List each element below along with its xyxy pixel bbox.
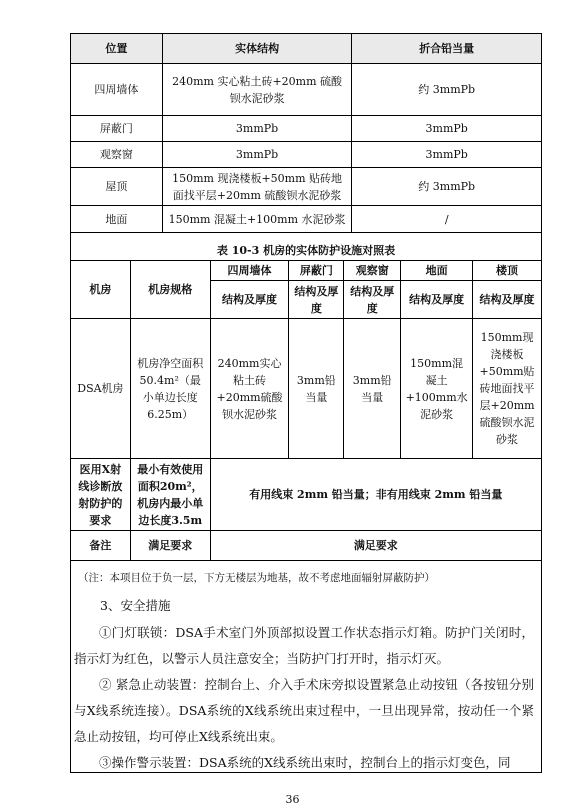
header-window: 观察窗 xyxy=(344,261,401,281)
cell-requirement-spec: 最小有效使用面积20m²，机房内最小单边长度3.5m xyxy=(130,459,210,531)
table-note: （注：本项目位于负一层，下方无楼层为地基，故不考虑地面辐射屏蔽防护） xyxy=(78,572,435,584)
header-room: 机房 xyxy=(71,261,131,319)
header-position: 位置 xyxy=(71,34,163,64)
cell-position: 观察窗 xyxy=(71,142,163,168)
cell-requirement-value: 有用线束 2mm 铅当量；非有用线束 2mm 铅当量 xyxy=(210,459,541,531)
page-number: 36 xyxy=(285,793,300,806)
paragraph-warning-device: ③操作警示装置：DSA系统的X线系统出束时，控制台上的指示灯变色，同 xyxy=(99,755,511,770)
header-structure: 实体结构 xyxy=(162,34,352,64)
room-protection-comparison-table xyxy=(70,260,542,561)
subheader-structure: 结构及厚度 xyxy=(210,281,289,319)
table-row xyxy=(71,531,542,561)
cell-lead-equivalent: 3mmPb xyxy=(352,116,542,142)
table-row xyxy=(71,459,542,531)
table-row xyxy=(71,142,542,168)
cell-structure: 240mm 实心粘土砖+20mm 硫酸钡水泥砂浆 xyxy=(162,64,352,116)
cell-position: 屏蔽门 xyxy=(71,116,163,142)
subheader-structure: 结构及厚度 xyxy=(289,281,344,319)
header-room-spec: 机房规格 xyxy=(130,261,210,319)
cell-requirement-label: 医用X射线诊断放射防护的要求 xyxy=(71,459,131,531)
cell-roof: 150mm现浇楼板+50mm贴砖地面找平层+20mm硫酸钡水泥砂浆 xyxy=(473,319,542,459)
cell-structure: 150mm 混凝土+100mm 水泥砂浆 xyxy=(162,206,352,233)
cell-lead-equivalent: 3mmPb xyxy=(352,142,542,168)
header-wall: 四周墙体 xyxy=(210,261,289,281)
cell-position: 地面 xyxy=(71,206,163,233)
cell-remark-spec: 满足要求 xyxy=(130,531,210,561)
subheader-structure: 结构及厚度 xyxy=(344,281,401,319)
table-row xyxy=(71,116,542,142)
table-row xyxy=(71,319,542,459)
cell-lead-equivalent: / xyxy=(352,206,542,233)
table-row xyxy=(71,168,542,206)
cell-room: DSA机房 xyxy=(71,319,131,459)
cell-door: 3mm铅当量 xyxy=(289,319,344,459)
cell-remark-label: 备注 xyxy=(71,531,131,561)
cell-lead-equivalent: 约 3mmPb xyxy=(352,64,542,116)
cell-floor: 150mm混凝土+100mm水泥砂浆 xyxy=(401,319,473,459)
cell-position: 四周墙体 xyxy=(71,64,163,116)
subheader-structure: 结构及厚度 xyxy=(473,281,542,319)
paragraph-emergency-stop: ② 紧急止动装置：控制台上、介入手术床旁拟设置紧急止动按钮（各按钮分别与X线系统连接）。DSA系统的X线系统出束过程中，一旦出现异常，按动任一个紧急止动按钮，均可停止X线系统出束。 xyxy=(74,677,534,744)
cell-structure: 3mmPb xyxy=(162,116,352,142)
header-floor: 地面 xyxy=(401,261,473,281)
cell-room-spec: 机房净空面积50.4m²（最小单边长度6.25m） xyxy=(130,319,210,459)
header-roof: 楼顶 xyxy=(473,261,542,281)
header-door: 屏蔽门 xyxy=(289,261,344,281)
paragraph-door-interlock: ①门灯联锁：DSA手术室门外顶部拟设置工作状态指示灯箱。防护门关闭时，指示灯为红色，以警示人员注意安全；当防护门打开时，指示灯灭。 xyxy=(74,625,534,666)
cell-structure: 3mmPb xyxy=(162,142,352,168)
subheader-structure: 结构及厚度 xyxy=(401,281,473,319)
cell-position: 屋顶 xyxy=(71,168,163,206)
section-title: 3、安全措施 xyxy=(100,598,171,613)
cell-lead-equivalent: 约 3mmPb xyxy=(352,168,542,206)
table-caption: 表 10-3 机房的实体防护设施对照表 xyxy=(216,244,396,257)
cell-wall: 240mm实心粘土砖+20mm硫酸钡水泥砂浆 xyxy=(210,319,289,459)
table-row xyxy=(71,64,542,116)
cell-remark-value: 满足要求 xyxy=(210,531,541,561)
header-lead-equivalent: 折合铅当量 xyxy=(352,34,542,64)
shielding-structure-table xyxy=(70,33,542,233)
cell-window: 3mm铅当量 xyxy=(344,319,401,459)
table-row xyxy=(71,206,542,233)
cell-structure: 150mm 现浇楼板+50mm 贴砖地面找平层+20mm 硫酸钡水泥砂浆 xyxy=(162,168,352,206)
